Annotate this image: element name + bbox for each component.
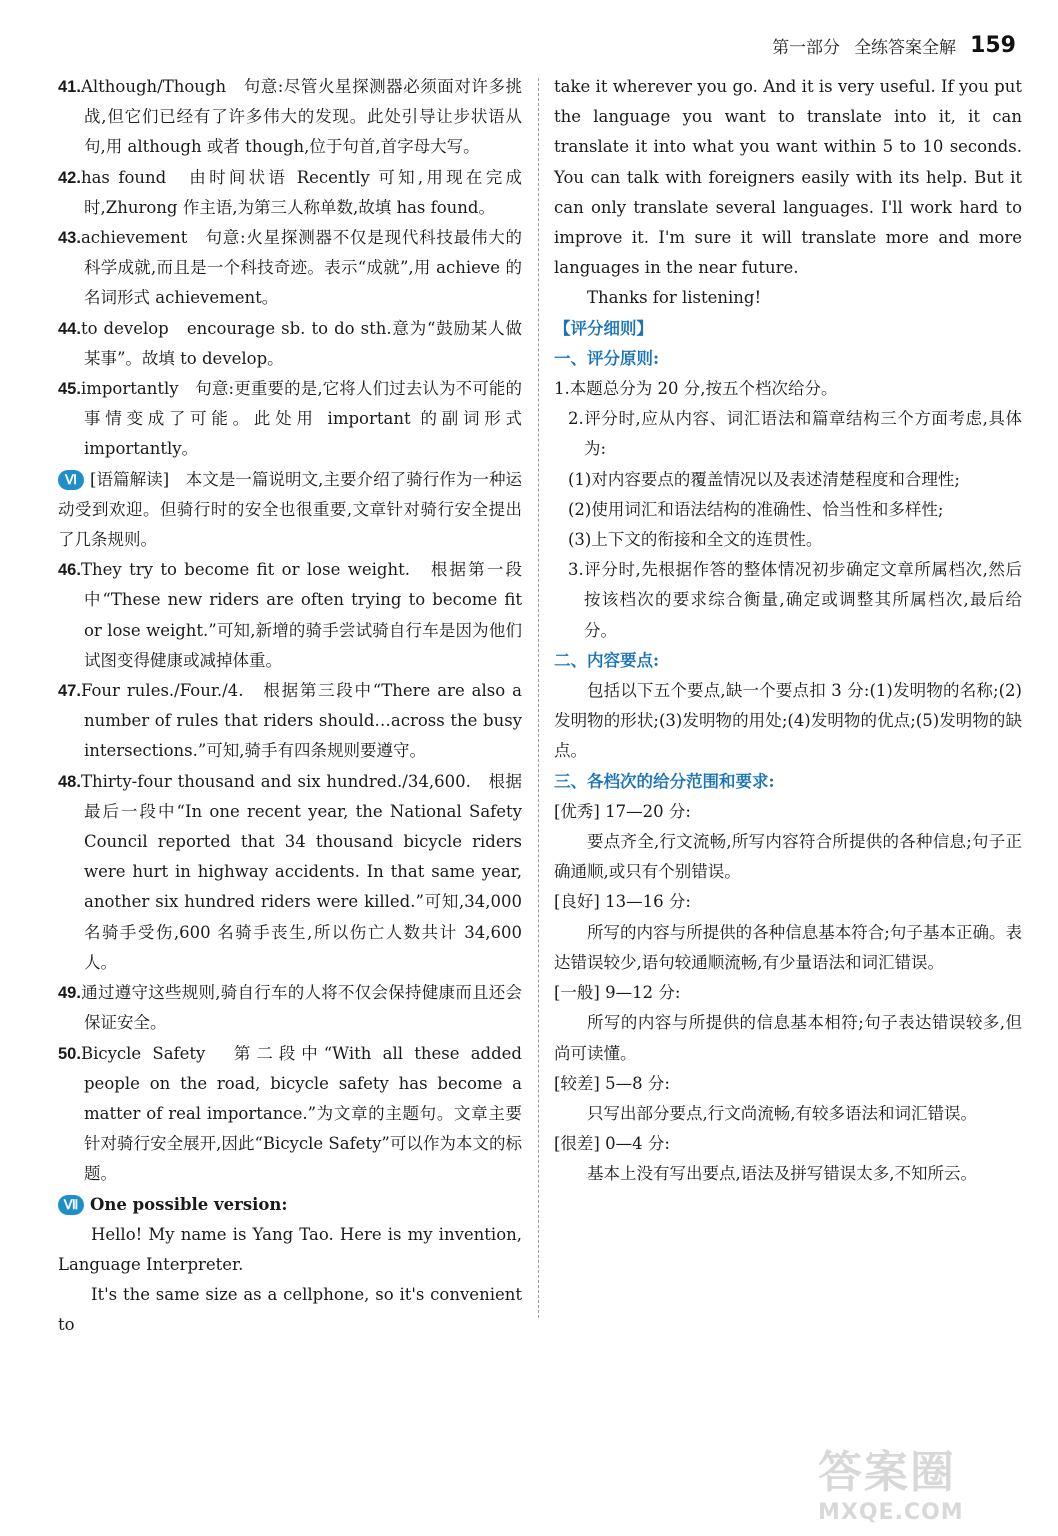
grade-good-label: [良好] 13—16 分:: [554, 892, 691, 912]
answer-48: 48.Thirty-four thousand and six hundred./34,600. 根据最后一段中“In one recent year, the National Safety Council reported that 34 thousand bicycle riders were hurt in highway accidents. In that same year, another six hundred riders were killed.”可知,34,000 名骑手受伤,600 名骑手丧生,所以伤亡人数共计 34,600 人。: [58, 771, 522, 972]
section-label: 第一部分: [772, 37, 841, 58]
grade-average-text: 所写的内容与所提供的信息基本相符;句子表达错误较多,但尚可读懂。: [554, 1013, 1022, 1063]
right-column: [554, 72, 1022, 1190]
grade-poor-label: [较差] 5—8 分:: [554, 1073, 670, 1093]
book-title: 全练答案全解: [854, 37, 957, 58]
rubric-point-3: 3.评分时,先根据作答的整体情况初步确定文章所属档次,然后按该档次的要求综合衡量,确定或调整其所属档次,最后给分。: [568, 560, 1022, 640]
essay-closing: Thanks for listening!: [587, 288, 762, 308]
rubric-title: 【评分细则】: [554, 318, 653, 338]
grade-average-label: [一般] 9—12 分:: [554, 983, 681, 1003]
rubric-point-2c: (3)上下文的衔接和全文的连贯性。: [568, 530, 823, 550]
watermark-top-text: 答案圈: [818, 1447, 956, 1498]
watermark-bottom-text: MXQE.COM: [818, 1500, 964, 1525]
answer-43: 43.achievement 句意:火星探测器不仅是现代科技最伟大的科学成就,而且是一个科技奇迹。表示“成就”,用 achieve 的名词形式 achievement。: [58, 228, 522, 308]
grade-excellent-label: [优秀] 17—20 分:: [554, 801, 691, 821]
grade-poor-text: 只写出部分要点,行文尚流畅,有较多语法和词汇错误。: [587, 1103, 977, 1123]
page-number: 159: [970, 32, 1016, 58]
section-7-badge: Ⅶ: [58, 1195, 84, 1215]
essay-paragraph-1: Hello! My name is Yang Tao. Here is my invention, Language Interpreter.: [58, 1224, 522, 1274]
rubric-heading-1: 一、评分原则:: [554, 348, 660, 368]
section-7-heading: Ⅶ One possible version:: [58, 1190, 522, 1220]
rubric-point-2: 2.评分时,应从内容、词汇语法和篇章结构三个方面考虑,具体为:: [568, 409, 1022, 459]
answer-44: 44.to develop encourage sb. to do sth.意为“鼓励某人做某事”。故填 to develop。: [58, 318, 522, 368]
section-6-badge: Ⅵ: [58, 470, 84, 490]
rubric-point-2a: (1)对内容要点的覆盖情况以及表述清楚程度和合理性;: [568, 469, 960, 489]
page-header: [772, 28, 1016, 62]
answer-46: 46.They try to become fit or lose weight. 根据第一段中“These new riders are often trying to become fit or lose weight.”可知,新增的骑手尝试骑自行车是因为他们试图变得健康或减掉体重。: [58, 560, 522, 670]
answer-45: 45.importantly 句意:更重要的是,它将人们过去认为不可能的事情变成了可能。此处用 important 的副词形式 importantly。: [58, 379, 522, 459]
rubric-heading-2: 二、内容要点:: [554, 650, 660, 670]
section-6-intro: Ⅵ [语篇解读] 本文是一篇说明文,主要介绍了骑行作为一种运动受到欢迎。但骑行时的安全也很重要,文章针对骑行安全提出了几条规则。: [58, 469, 522, 550]
answer-47: 47.Four rules./Four./4. 根据第三段中“There are also a number of rules that riders should…across the busy intersections.”可知,骑手有四条规则要遵守。: [58, 681, 522, 761]
column-divider: [538, 78, 539, 1318]
left-column: [58, 72, 522, 1341]
essay-paragraph-2: It's the same size as a cellphone, so it's convenient to: [58, 1285, 522, 1335]
rubric-point-2b: (2)使用词汇和语法结构的准确性、恰当性和多样性;: [568, 499, 944, 519]
grade-excellent-text: 要点齐全,行文流畅,所写内容符合所提供的各种信息;句子正确通顺,或只有个别错误。: [554, 832, 1022, 882]
answer-49: 49.通过遵守这些规则,骑自行车的人将不仅会保持健康而且还会保证安全。: [58, 983, 522, 1033]
answer-42: 42.has found 由时间状语 Recently 可知,用现在完成时,Zhurong 作主语,为第三人称单数,故填 has found。: [58, 167, 522, 217]
grade-good-text: 所写的内容与所提供的各种信息基本符合;句子基本正确。表达错误较少,语句较通顺流畅,有少量语法和词汇错误。: [554, 922, 1022, 972]
grade-very-poor-label: [很差] 0—4 分:: [554, 1134, 670, 1154]
watermark-logo: [818, 1436, 1018, 1525]
rubric-point-1: 1.本题总分为 20 分,按五个档次给分。: [554, 379, 838, 399]
grade-very-poor-text: 基本上没有写出要点,语法及拼写错误太多,不知所云。: [587, 1164, 977, 1184]
answer-41: 41.Although/Though 句意:尽管火星探测器必须面对许多挑战,但它们已经有了许多伟大的发现。此处引导让步状语从句,用 although 或者 though,位于句首,首字母大写。: [58, 77, 522, 157]
rubric-heading-3: 三、各档次的给分范围和要求:: [554, 771, 775, 791]
content-points: 包括以下五个要点,缺一个要点扣 3 分:(1)发明物的名称;(2)发明物的形状;(3)发明物的用处;(4)发明物的优点;(5)发明物的缺点。: [554, 681, 1022, 761]
essay-continuation: take it wherever you go. And it is very useful. If you put the language you want to translate into it, it can translate it into what you want within 5 to 10 seconds. You can talk with foreigners easily with its help. But it can only translate several languages. I'll work hard to improve it. I'm sure it will translate more and more languages in the near future.: [554, 77, 1022, 278]
answer-50: 50.Bicycle Safety 第二段中“With all these added people on the road, bicycle safety has become a matter of real importance.”为文章的主题句。文章主要针对骑行安全展开,因此“Bicycle Safety”可以作为本文的标题。: [58, 1043, 522, 1184]
